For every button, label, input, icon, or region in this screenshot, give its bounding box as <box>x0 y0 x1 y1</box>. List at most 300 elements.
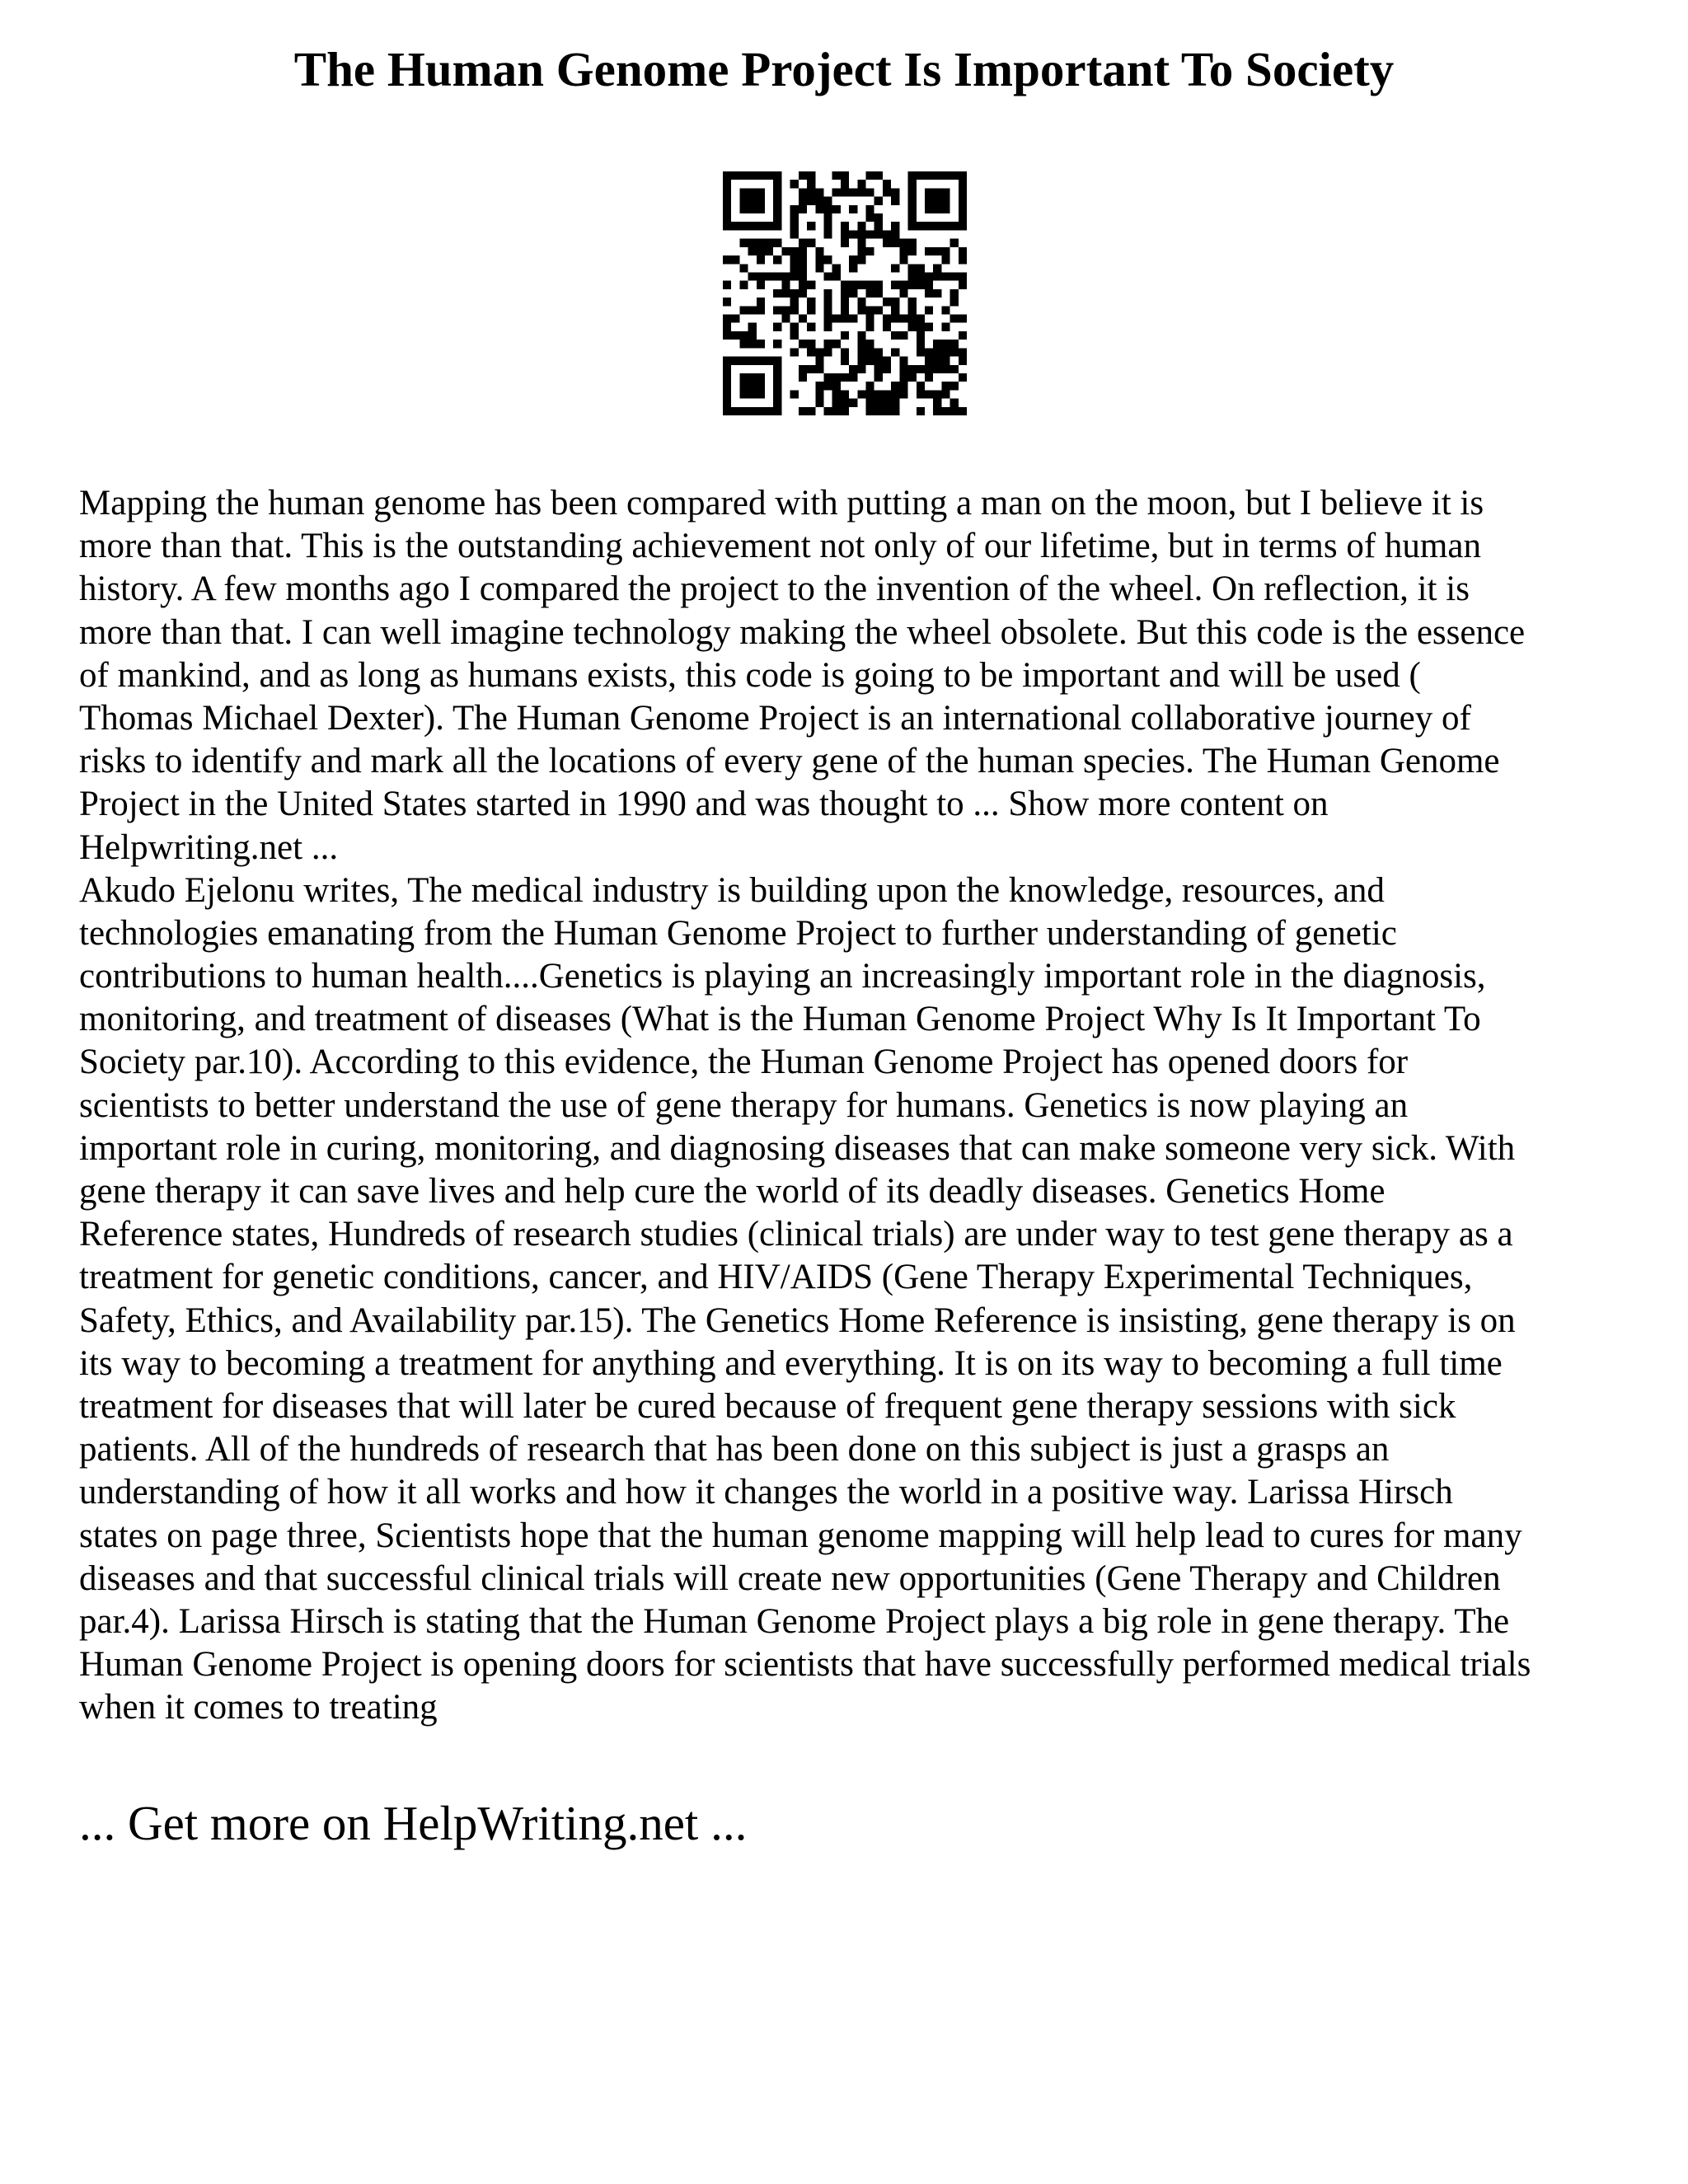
qr-module <box>841 390 849 398</box>
qr-module <box>866 289 874 298</box>
qr-module <box>841 239 849 247</box>
qr-module <box>773 365 781 373</box>
qr-module <box>908 180 917 188</box>
qr-module <box>849 315 857 323</box>
qr-module <box>790 222 799 230</box>
qr-module <box>765 407 773 415</box>
page-title: The Human Genome Project Is Important To Society <box>293 42 1395 96</box>
qr-module <box>723 205 731 213</box>
qr-module <box>874 348 883 356</box>
qr-module <box>933 197 941 205</box>
qr-module <box>832 264 841 272</box>
qr-module <box>748 188 757 196</box>
qr-module <box>857 306 865 314</box>
qr-module <box>739 205 748 213</box>
qr-module <box>773 340 781 348</box>
qr-module <box>959 213 967 222</box>
qr-module <box>950 298 959 306</box>
qr-module <box>823 213 832 222</box>
qr-module <box>883 357 891 365</box>
qr-module <box>807 407 815 415</box>
qr-module <box>823 315 832 323</box>
qr-module <box>925 222 933 230</box>
qr-module <box>739 171 748 180</box>
qr-module <box>883 180 891 188</box>
qr-module <box>773 205 781 213</box>
qr-module <box>933 340 941 348</box>
qr-module <box>832 382 841 390</box>
qr-module <box>933 365 941 373</box>
qr-module <box>739 222 748 230</box>
qr-module <box>748 197 757 205</box>
qr-module <box>832 407 841 415</box>
qr-module <box>739 340 748 348</box>
body-line: Helpwriting.net ... <box>79 827 339 867</box>
qr-module <box>891 390 899 398</box>
qr-module <box>723 281 731 289</box>
body-line: Akudo Ejelonu writes, The medical industry is building upon the knowledge, resources, and <box>79 870 1385 910</box>
qr-module <box>799 239 807 247</box>
qr-module <box>857 365 865 373</box>
qr-module <box>823 205 832 213</box>
qr-module <box>959 281 967 289</box>
body-line: understanding of how it all works and how it changes the world in a positive way. Larissa Hirsch <box>79 1473 1453 1512</box>
qr-module <box>765 171 773 180</box>
qr-module <box>925 205 933 213</box>
qr-module <box>891 197 899 205</box>
qr-module <box>748 171 757 180</box>
qr-module <box>849 255 857 264</box>
qr-module <box>933 188 941 196</box>
qr-code-icon[interactable] <box>723 171 967 415</box>
qr-module <box>857 390 865 398</box>
qr-module <box>757 255 765 264</box>
qr-module <box>959 331 967 340</box>
qr-module <box>748 373 757 382</box>
body-line: scientists to better understand the use of gene therapy for humans. Genetics is now playing an <box>79 1085 1409 1125</box>
qr-module <box>773 180 781 188</box>
qr-module <box>815 197 823 205</box>
qr-module <box>899 315 907 323</box>
qr-module <box>841 315 849 323</box>
qr-module <box>748 272 757 280</box>
qr-module <box>799 272 807 280</box>
qr-module <box>841 281 849 289</box>
qr-module <box>925 390 933 398</box>
qr-module <box>925 197 933 205</box>
qr-module <box>849 205 857 213</box>
qr-module <box>849 365 857 373</box>
qr-module <box>917 281 925 289</box>
qr-module <box>941 357 950 365</box>
body-line: Society par.10). According to this evidence, the Human Genome Project has opened doors for <box>79 1043 1409 1082</box>
qr-module <box>799 315 807 323</box>
qr-module <box>941 348 950 356</box>
qr-module <box>832 390 841 398</box>
qr-module <box>950 171 959 180</box>
qr-module <box>883 188 891 196</box>
qr-module <box>799 281 807 289</box>
qr-module <box>841 180 849 188</box>
qr-module <box>757 197 765 205</box>
qr-module <box>773 213 781 222</box>
qr-module <box>899 331 907 340</box>
qr-module <box>857 331 865 340</box>
qr-module <box>773 255 781 264</box>
qr-module <box>917 331 925 340</box>
qr-module <box>723 188 731 196</box>
qr-module <box>891 306 899 314</box>
body-line: risks to identify and mark all the locations of every gene of the human species. The Human Genome <box>79 742 1500 781</box>
qr-module <box>815 188 823 196</box>
qr-module <box>908 272 917 280</box>
qr-module <box>874 171 883 180</box>
qr-module <box>950 222 959 230</box>
qr-module <box>857 340 865 348</box>
body-line: par.4). Larissa Hirsch is stating that the Human Genome Project plays a big role in gene therapy. The <box>79 1601 1510 1641</box>
qr-module <box>857 222 865 230</box>
qr-module <box>807 222 815 230</box>
qr-module <box>832 188 841 196</box>
qr-module <box>841 306 849 314</box>
qr-module <box>773 171 781 180</box>
body-line: technologies emanating from the Human Genome Project to further understanding of genetic <box>79 913 1397 953</box>
qr-module <box>941 323 950 331</box>
qr-module <box>950 315 959 323</box>
body-line: patients. All of the hundreds of research that has been done on this subject is just a grasps an <box>79 1430 1390 1469</box>
qr-module <box>908 323 917 331</box>
qr-module <box>832 399 841 407</box>
qr-module <box>723 331 731 340</box>
body-line: history. A few months ago I compared the project to the invention of the wheel. On reflection, it is <box>79 569 1470 609</box>
qr-module <box>933 222 941 230</box>
qr-module <box>723 315 731 323</box>
qr-module <box>866 390 874 398</box>
qr-module <box>950 399 959 407</box>
qr-module <box>891 399 899 407</box>
qr-module <box>933 407 941 415</box>
body-line: gene therapy it can save lives and help cure the world of its deadly diseases. Genetics Home <box>79 1172 1386 1211</box>
qr-module <box>757 247 765 255</box>
qr-module <box>731 331 739 340</box>
qr-module <box>781 315 790 323</box>
qr-module <box>925 365 933 373</box>
qr-module <box>959 197 967 205</box>
qr-module <box>739 373 748 382</box>
qr-module <box>823 373 832 382</box>
qr-module <box>748 340 757 348</box>
qr-module <box>959 407 967 415</box>
qr-module <box>773 357 781 365</box>
qr-module <box>941 272 950 280</box>
qr-module <box>941 205 950 213</box>
qr-module <box>790 331 799 340</box>
qr-module <box>799 247 807 255</box>
qr-module <box>883 315 891 323</box>
qr-module <box>773 239 781 247</box>
qr-module <box>891 264 899 272</box>
qr-module <box>925 247 933 255</box>
qr-module <box>757 340 765 348</box>
qr-module <box>790 298 799 306</box>
qr-module <box>790 289 799 298</box>
qr-module <box>925 272 933 280</box>
qr-module <box>883 390 891 398</box>
qr-module <box>823 348 832 356</box>
qr-module <box>908 222 917 230</box>
qr-module <box>757 298 765 306</box>
qr-module <box>899 390 907 398</box>
qr-module <box>773 197 781 205</box>
qr-module <box>765 357 773 365</box>
qr-module <box>723 390 731 398</box>
qr-module <box>857 357 865 365</box>
qr-module <box>950 382 959 390</box>
qr-module <box>773 382 781 390</box>
qr-module <box>841 298 849 306</box>
qr-module <box>739 306 748 314</box>
qr-module <box>917 171 925 180</box>
qr-module <box>857 348 865 356</box>
qr-module <box>941 171 950 180</box>
qr-module <box>874 230 883 238</box>
qr-module <box>739 239 748 247</box>
qr-module <box>933 264 941 272</box>
qr-module <box>908 247 917 255</box>
qr-module <box>781 281 790 289</box>
qr-module <box>773 407 781 415</box>
qr-module <box>790 390 799 398</box>
body-line: treatment for diseases that will later be cured because of frequent gene therapy sessions with sick <box>79 1386 1456 1426</box>
qr-module <box>908 306 917 314</box>
qr-module <box>874 407 883 415</box>
qr-module <box>781 289 790 298</box>
qr-module <box>866 357 874 365</box>
qr-module <box>823 289 832 298</box>
qr-module <box>807 306 815 314</box>
qr-module <box>857 298 865 306</box>
qr-module <box>874 365 883 373</box>
qr-module <box>857 188 865 196</box>
qr-module <box>933 289 941 298</box>
qr-module <box>748 390 757 398</box>
qr-module <box>866 399 874 407</box>
qr-module <box>883 365 891 373</box>
qr-module <box>925 348 933 356</box>
qr-module <box>799 264 807 272</box>
qr-module <box>815 348 823 356</box>
qr-module <box>823 407 832 415</box>
qr-module <box>807 281 815 289</box>
qr-module <box>908 239 917 247</box>
qr-module <box>866 188 874 196</box>
qr-module <box>857 239 865 247</box>
qr-module <box>757 306 765 314</box>
qr-module <box>857 255 865 264</box>
qr-module <box>815 247 823 255</box>
qr-module <box>757 407 765 415</box>
qr-module <box>941 382 950 390</box>
qr-module <box>807 197 815 205</box>
qr-module <box>917 315 925 323</box>
qr-module <box>959 272 967 280</box>
qr-module <box>765 247 773 255</box>
qr-module <box>899 373 907 382</box>
qr-module <box>899 247 907 255</box>
qr-module <box>925 171 933 180</box>
qr-module <box>866 230 874 238</box>
qr-module <box>933 357 941 365</box>
qr-module <box>815 399 823 407</box>
body-line: treatment for genetic conditions, cancer, and HIV/AIDS (Gene Therapy Experimental Techniques, <box>79 1258 1473 1297</box>
qr-module <box>950 340 959 348</box>
qr-module <box>933 247 941 255</box>
qr-module <box>959 373 967 382</box>
qr-module <box>841 407 849 415</box>
qr-module <box>866 247 874 255</box>
qr-module <box>731 357 739 365</box>
qr-module <box>849 230 857 238</box>
qr-module <box>823 298 832 306</box>
body-line: monitoring, and treatment of diseases (What is the Human Genome Project Why Is It Important To <box>79 1000 1481 1039</box>
qr-module <box>908 315 917 323</box>
qr-module <box>959 188 967 196</box>
qr-module <box>891 382 899 390</box>
qr-module <box>799 171 807 180</box>
qr-module <box>959 205 967 213</box>
qr-module <box>883 399 891 407</box>
qr-module <box>748 205 757 213</box>
qr-module <box>723 373 731 382</box>
qr-module <box>748 331 757 340</box>
qr-module <box>723 213 731 222</box>
qr-module <box>832 205 841 213</box>
qr-module <box>723 407 731 415</box>
qr-module <box>866 382 874 390</box>
body-line: Thomas Michael Dexter). The Human Genome Project is an international collaborative journey of <box>79 698 1471 738</box>
qr-module <box>739 390 748 398</box>
qr-module <box>891 222 899 230</box>
qr-module <box>908 373 917 382</box>
qr-module <box>866 171 874 180</box>
qr-module <box>781 306 790 314</box>
qr-module <box>757 281 765 289</box>
qr-module <box>917 407 925 415</box>
qr-module <box>866 281 874 289</box>
qr-module <box>799 255 807 264</box>
qr-module <box>874 399 883 407</box>
qr-module <box>815 264 823 272</box>
qr-module <box>773 306 781 314</box>
qr-module <box>891 298 899 306</box>
qr-module <box>757 188 765 196</box>
body-line: Project in the United States started in 1990 and was thought to ... Show more content on <box>79 785 1329 824</box>
qr-module <box>849 289 857 298</box>
qr-module <box>874 281 883 289</box>
qr-module <box>891 188 899 196</box>
qr-module <box>899 289 907 298</box>
body-line: Human Genome Project is opening doors for scientists that have successfully performed medical trials <box>79 1645 1531 1685</box>
qr-module <box>883 230 891 238</box>
qr-module <box>807 340 815 348</box>
qr-module <box>807 188 815 196</box>
qr-module <box>790 272 799 280</box>
qr-module <box>950 289 959 298</box>
qr-module <box>815 390 823 398</box>
qr-module <box>925 357 933 365</box>
qr-module <box>799 373 807 382</box>
qr-module <box>815 365 823 373</box>
qr-module <box>723 399 731 407</box>
body-line: contributions to human health....Genetics is playing an increasingly important role in the diagnosis, <box>79 957 1486 996</box>
qr-module <box>765 239 773 247</box>
qr-module <box>908 205 917 213</box>
qr-module <box>723 298 731 306</box>
qr-module <box>908 171 917 180</box>
qr-module <box>841 357 849 365</box>
qr-module <box>748 407 757 415</box>
article-body <box>79 482 1629 1729</box>
qr-module <box>857 230 865 238</box>
body-line: important role in curing, monitoring, and diagnosing diseases that can make someone very sick. With <box>79 1128 1516 1168</box>
qr-module <box>941 390 950 398</box>
body-line: diseases and that successful clinical trials will create new opportunities (Gene Therapy and Children <box>79 1558 1501 1598</box>
qr-module <box>799 340 807 348</box>
qr-module <box>941 255 950 264</box>
qr-module <box>799 205 807 213</box>
qr-module <box>799 365 807 373</box>
qr-module <box>908 197 917 205</box>
qr-module <box>757 382 765 390</box>
qr-module <box>891 331 899 340</box>
qr-module <box>815 357 823 365</box>
body-line: more than that. This is the outstanding achievement not only of our lifetime, but in terms of human <box>79 527 1481 566</box>
qr-module <box>823 340 832 348</box>
qr-module <box>933 390 941 398</box>
qr-module <box>959 357 967 365</box>
get-more-link[interactable]: ... Get more on HelpWriting.net ... <box>79 1796 748 1850</box>
qr-module <box>790 230 799 238</box>
qr-module <box>933 272 941 280</box>
qr-module <box>908 188 917 196</box>
body-line: states on page three, Scientists hope that the human genome mapping will help lead to cures for many <box>79 1516 1522 1555</box>
qr-module <box>891 239 899 247</box>
qr-module <box>908 365 917 373</box>
qr-module <box>959 180 967 188</box>
qr-module <box>757 373 765 382</box>
qr-module <box>832 340 841 348</box>
qr-module <box>748 382 757 390</box>
body-line: when it comes to treating <box>79 1688 438 1727</box>
qr-module <box>866 407 874 415</box>
qr-module <box>723 382 731 390</box>
qr-module <box>925 373 933 382</box>
qr-module <box>748 239 757 247</box>
qr-module <box>815 382 823 390</box>
qr-module <box>866 348 874 356</box>
qr-module <box>950 239 959 247</box>
qr-module <box>925 323 933 331</box>
qr-module <box>891 407 899 415</box>
qr-module <box>917 348 925 356</box>
qr-module <box>731 171 739 180</box>
qr-module <box>849 281 857 289</box>
qr-module <box>874 213 883 222</box>
qr-module <box>866 340 874 348</box>
qr-module <box>925 188 933 196</box>
qr-module <box>841 171 849 180</box>
qr-module <box>841 399 849 407</box>
